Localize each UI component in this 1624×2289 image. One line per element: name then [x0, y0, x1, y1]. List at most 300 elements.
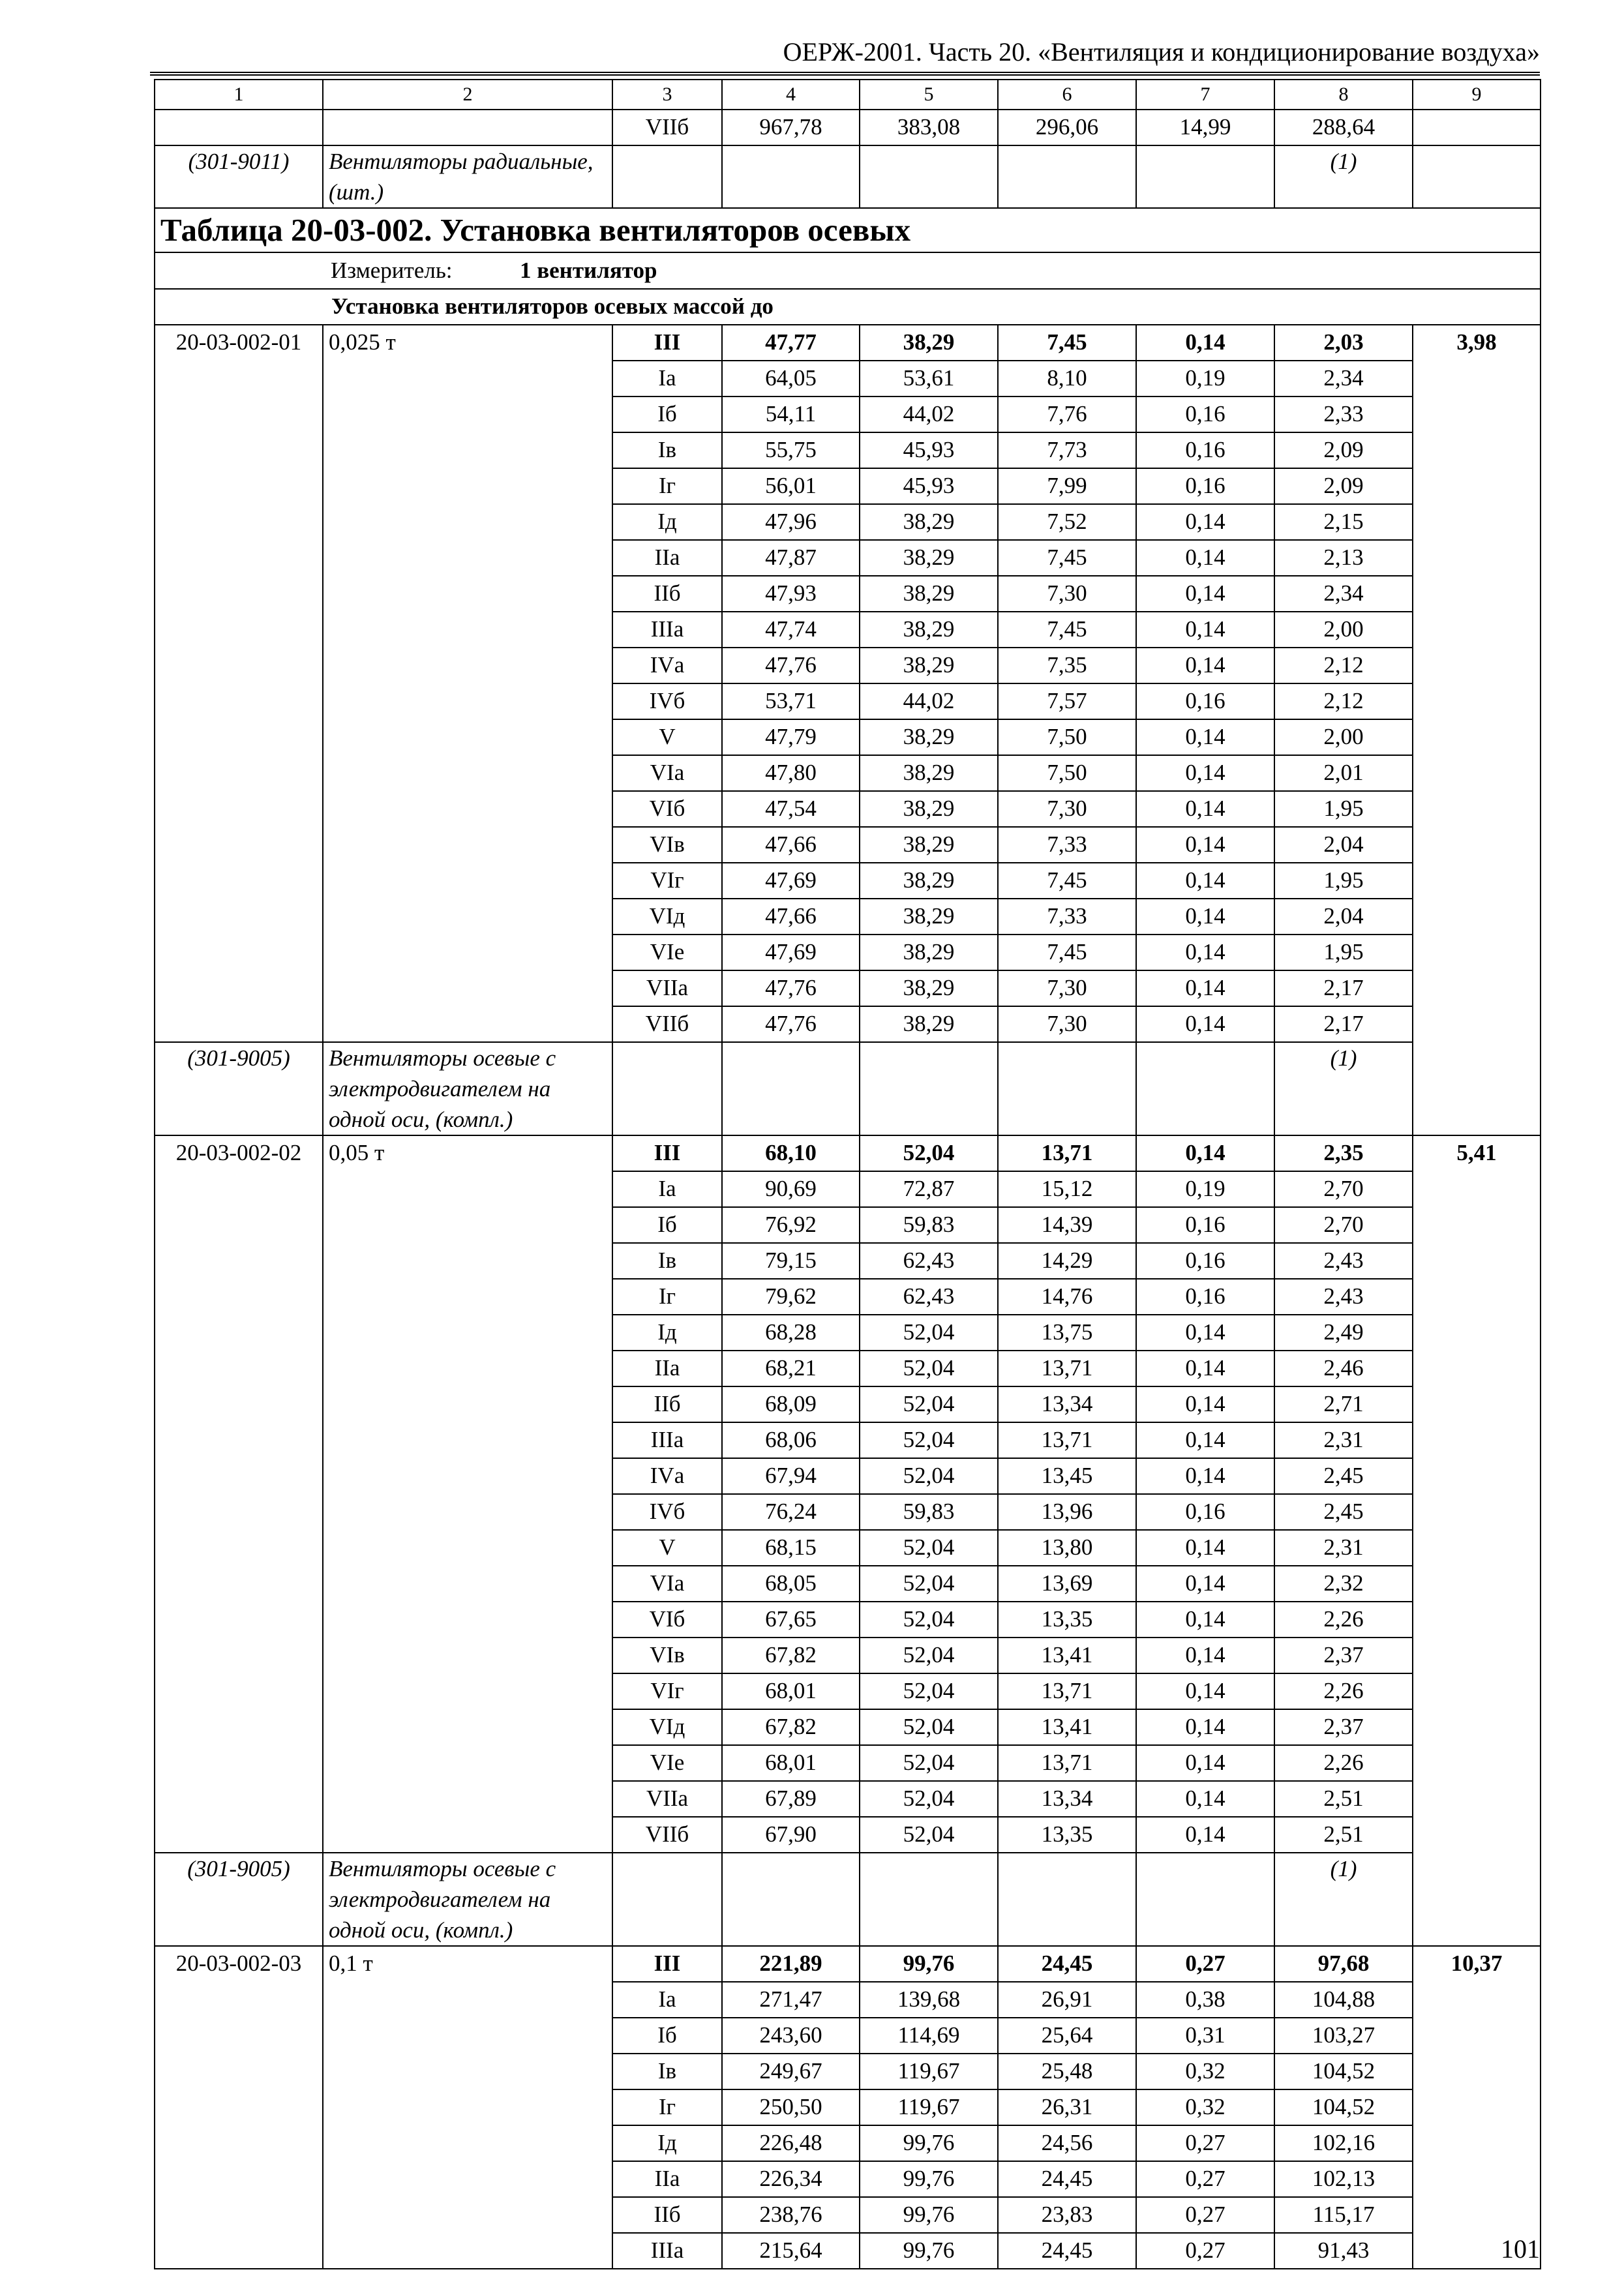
table-row [155, 1135, 1541, 1171]
value-v5: 38,29 [860, 648, 998, 683]
value-v4: 67,65 [722, 1602, 860, 1638]
value-v7: 0,14 [1136, 1315, 1274, 1351]
value-v7: 0,14 [1136, 1745, 1274, 1781]
value-v7: 0,14 [1136, 935, 1274, 970]
value-v4: 47,76 [722, 1006, 860, 1042]
value-v4: 243,60 [722, 2018, 860, 2054]
resource-code: (301-9005) [155, 1042, 323, 1135]
value-v4: 47,93 [722, 576, 860, 612]
zone-mark: III [612, 1946, 722, 1982]
value-v8: 2,12 [1274, 683, 1413, 719]
rate-code: 20-03-002-03 [155, 1946, 323, 2269]
empty-cell [1413, 110, 1541, 145]
value-v7: 0,16 [1136, 1207, 1274, 1243]
value-v5: 72,87 [860, 1171, 998, 1207]
zone-mark: V [612, 1530, 722, 1566]
empty-cell [860, 145, 998, 208]
value-v8: 2,33 [1274, 396, 1413, 432]
value-v8: 2,26 [1274, 1673, 1413, 1709]
value-v8: 2,26 [1274, 1745, 1413, 1781]
page-number: 101 [1501, 2234, 1540, 2264]
value-v7: 0,14 [1136, 1530, 1274, 1566]
value-v4: 54,11 [722, 396, 860, 432]
value-v8: 2,03 [1274, 325, 1413, 361]
empty-cell [998, 145, 1136, 208]
value-v8: 2,17 [1274, 1006, 1413, 1042]
value-v8: 2,37 [1274, 1709, 1413, 1745]
resource-qty: (1) [1274, 145, 1413, 208]
value-v7: 0,19 [1136, 1171, 1274, 1207]
value-v5: 38,29 [860, 504, 998, 540]
value-v4: 47,69 [722, 863, 860, 899]
value-v8: 2,26 [1274, 1602, 1413, 1638]
value-v5: 52,04 [860, 1135, 998, 1171]
value-v6: 13,80 [998, 1530, 1136, 1566]
value-v5: 52,04 [860, 1745, 998, 1781]
value-v7: 0,16 [1136, 396, 1274, 432]
value-v6: 24,45 [998, 1946, 1136, 1982]
value-v6: 13,34 [998, 1386, 1136, 1422]
value-v6: 7,45 [998, 935, 1136, 970]
value-v6: 13,75 [998, 1315, 1136, 1351]
value-v8: 2,31 [1274, 1422, 1413, 1458]
column-number: 4 [722, 80, 860, 110]
value-v4: 67,94 [722, 1458, 860, 1494]
value-v7: 0,16 [1136, 432, 1274, 468]
zone-mark: Iа [612, 1171, 722, 1207]
value-v8: 115,17 [1274, 2197, 1413, 2233]
zone-mark: VIIб [612, 1817, 722, 1853]
value-v4: 67,82 [722, 1638, 860, 1673]
value-v5: 52,04 [860, 1530, 998, 1566]
value-v6: 23,83 [998, 2197, 1136, 2233]
value-v8: 2,12 [1274, 648, 1413, 683]
value-v4: 47,54 [722, 791, 860, 827]
value-v7: 0,14 [1136, 576, 1274, 612]
value-v4: 47,96 [722, 504, 860, 540]
value-v6: 14,39 [998, 1207, 1136, 1243]
zone-mark: IIа [612, 1351, 722, 1386]
value-v5: 53,61 [860, 361, 998, 396]
empty-cell [722, 145, 860, 208]
value-v6: 7,30 [998, 970, 1136, 1006]
value-v8: 2,17 [1274, 970, 1413, 1006]
group-heading-row [155, 289, 1541, 325]
value-v8: 2,43 [1274, 1279, 1413, 1315]
zone-mark: IVб [612, 683, 722, 719]
value-v8: 1,95 [1274, 935, 1413, 970]
value-v4: 64,05 [722, 361, 860, 396]
zone-mark: IIа [612, 540, 722, 576]
value-v6: 7,45 [998, 540, 1136, 576]
value-v5: 119,67 [860, 2054, 998, 2089]
resource-name: Вентиляторы осевые с электродвигателем на одной оси, (компл.) [323, 1042, 612, 1135]
value-v8: 2,31 [1274, 1530, 1413, 1566]
measure-label: Измеритель: [331, 258, 453, 283]
value-v7: 0,14 [1136, 1566, 1274, 1602]
value-v6: 7,57 [998, 683, 1136, 719]
value-v4: 47,80 [722, 755, 860, 791]
zone-mark: VIе [612, 1745, 722, 1781]
value-v5: 38,29 [860, 755, 998, 791]
value-v5: 52,04 [860, 1602, 998, 1638]
value-v7: 0,16 [1136, 1279, 1274, 1315]
value-v4: 76,24 [722, 1494, 860, 1530]
value-v6: 296,06 [998, 110, 1136, 145]
value-v8: 2,00 [1274, 719, 1413, 755]
zone-mark: VIIб [612, 1006, 722, 1042]
value-v6: 24,45 [998, 2161, 1136, 2197]
empty-cell [998, 1042, 1136, 1135]
value-v4: 271,47 [722, 1982, 860, 2018]
value-v7: 0,14 [1136, 1781, 1274, 1817]
value-v8: 2,04 [1274, 827, 1413, 863]
value-v7: 0,27 [1136, 2161, 1274, 2197]
value-v4: 68,09 [722, 1386, 860, 1422]
value-v4: 47,76 [722, 970, 860, 1006]
value-v5: 99,76 [860, 1946, 998, 1982]
value-v7: 14,99 [1136, 110, 1274, 145]
value-v5: 52,04 [860, 1386, 998, 1422]
value-v4: 47,76 [722, 648, 860, 683]
empty-cell [998, 1853, 1136, 1946]
zone-mark: Iд [612, 504, 722, 540]
value-v7: 0,14 [1136, 970, 1274, 1006]
value-v4: 47,87 [722, 540, 860, 576]
value-v6: 24,56 [998, 2125, 1136, 2161]
value-v7: 0,14 [1136, 1602, 1274, 1638]
value-v4: 68,06 [722, 1422, 860, 1458]
group-heading: Установка вентиляторов осевых массой до [155, 289, 1541, 325]
value-v8: 2,09 [1274, 468, 1413, 504]
value-v7: 0,16 [1136, 1494, 1274, 1530]
zone-mark: VIг [612, 863, 722, 899]
value-v6: 24,45 [998, 2233, 1136, 2269]
zone-mark: IVб [612, 1494, 722, 1530]
value-v7: 0,14 [1136, 791, 1274, 827]
value-v7: 0,27 [1136, 2125, 1274, 2161]
zone-mark: VIг [612, 1673, 722, 1709]
zone-mark: VIб [612, 791, 722, 827]
value-v7: 0,14 [1136, 1458, 1274, 1494]
value-v5: 52,04 [860, 1458, 998, 1494]
value-v4: 67,89 [722, 1781, 860, 1817]
rate-value-col9: 5,41 [1413, 1135, 1541, 1946]
zone-mark: VIб [612, 1602, 722, 1638]
value-v5: 38,29 [860, 1006, 998, 1042]
value-v5: 383,08 [860, 110, 998, 145]
table-body [155, 80, 1541, 2269]
empty-cell [1136, 1853, 1274, 1946]
zone-mark: IIIа [612, 2233, 722, 2269]
value-v5: 62,43 [860, 1243, 998, 1279]
value-v7: 0,14 [1136, 1135, 1274, 1171]
value-v4: 76,92 [722, 1207, 860, 1243]
column-number: 9 [1413, 80, 1541, 110]
zone-mark: VIIа [612, 970, 722, 1006]
resource-code: (301-9005) [155, 1853, 323, 1946]
value-v8: 104,88 [1274, 1982, 1413, 2018]
measure-value: 1 вентилятор [520, 258, 657, 283]
value-v7: 0,16 [1136, 468, 1274, 504]
resource-row [155, 1042, 1541, 1135]
zone-mark: VIе [612, 935, 722, 970]
column-number: 2 [323, 80, 612, 110]
value-v8: 2,15 [1274, 504, 1413, 540]
table-title-row [155, 208, 1541, 252]
value-v5: 99,76 [860, 2233, 998, 2269]
value-v4: 226,48 [722, 2125, 860, 2161]
value-v6: 7,99 [998, 468, 1136, 504]
rate-value-col9: 3,98 [1413, 325, 1541, 1135]
rate-parameter: 0,025 т [323, 325, 612, 1042]
resource-qty: (1) [1274, 1853, 1413, 1946]
value-v8: 2,49 [1274, 1315, 1413, 1351]
zone-mark: IVа [612, 1458, 722, 1494]
value-v6: 7,45 [998, 325, 1136, 361]
value-v4: 47,74 [722, 612, 860, 648]
column-number-row [155, 80, 1541, 110]
value-v8: 2,34 [1274, 576, 1413, 612]
zone-mark: Iг [612, 2089, 722, 2125]
empty-cell [860, 1042, 998, 1135]
value-v4: 250,50 [722, 2089, 860, 2125]
value-v8: 102,13 [1274, 2161, 1413, 2197]
rate-code: 20-03-002-01 [155, 325, 323, 1042]
value-v4: 53,71 [722, 683, 860, 719]
value-v7: 0,14 [1136, 863, 1274, 899]
value-v5: 44,02 [860, 683, 998, 719]
value-v6: 7,52 [998, 504, 1136, 540]
resource-name: Вентиляторы осевые с электродвигателем на одной оси, (компл.) [323, 1853, 612, 1946]
resource-qty: (1) [1274, 1042, 1413, 1135]
value-v7: 0,27 [1136, 2233, 1274, 2269]
zone-mark: VIа [612, 1566, 722, 1602]
zone-mark: VIв [612, 827, 722, 863]
empty-cell [1413, 145, 1541, 208]
zone-mark: Iв [612, 1243, 722, 1279]
zone-mark: Iб [612, 1207, 722, 1243]
zone-mark: III [612, 1135, 722, 1171]
column-number: 6 [998, 80, 1136, 110]
measure-cell [155, 252, 1541, 289]
table-row [155, 110, 1541, 145]
value-v5: 52,04 [860, 1422, 998, 1458]
zone-mark: V [612, 719, 722, 755]
value-v4: 56,01 [722, 468, 860, 504]
value-v8: 102,16 [1274, 2125, 1413, 2161]
value-v8: 2,46 [1274, 1351, 1413, 1386]
value-v8: 2,70 [1274, 1171, 1413, 1207]
value-v8: 2,13 [1274, 540, 1413, 576]
value-v5: 38,29 [860, 970, 998, 1006]
value-v5: 38,29 [860, 325, 998, 361]
value-v6: 25,48 [998, 2054, 1136, 2089]
empty-cell [1136, 145, 1274, 208]
zone-mark: Iб [612, 2018, 722, 2054]
value-v6: 13,69 [998, 1566, 1136, 1602]
value-v7: 0,32 [1136, 2089, 1274, 2125]
rates-table [154, 79, 1541, 2269]
column-number: 3 [612, 80, 722, 110]
value-v6: 7,33 [998, 899, 1136, 935]
value-v5: 52,04 [860, 1781, 998, 1817]
zone-mark: VIд [612, 1709, 722, 1745]
value-v5: 59,83 [860, 1207, 998, 1243]
value-v6: 15,12 [998, 1171, 1136, 1207]
value-v5: 99,76 [860, 2161, 998, 2197]
header-rule [150, 72, 1540, 76]
zone-mark: VIIа [612, 1781, 722, 1817]
zone-mark: IIб [612, 1386, 722, 1422]
zone-mark: Iа [612, 1982, 722, 2018]
column-number: 7 [1136, 80, 1274, 110]
value-v8: 2,71 [1274, 1386, 1413, 1422]
value-v4: 226,34 [722, 2161, 860, 2197]
empty-cell [612, 1042, 722, 1135]
value-v6: 13,41 [998, 1638, 1136, 1673]
value-v6: 13,34 [998, 1781, 1136, 1817]
value-v5: 45,93 [860, 432, 998, 468]
value-v8: 2,32 [1274, 1566, 1413, 1602]
value-v8: 1,95 [1274, 791, 1413, 827]
value-v4: 47,69 [722, 935, 860, 970]
value-v6: 7,33 [998, 827, 1136, 863]
table-row [155, 325, 1541, 361]
column-number: 5 [860, 80, 998, 110]
value-v7: 0,14 [1136, 1386, 1274, 1422]
value-v5: 52,04 [860, 1638, 998, 1673]
value-v6: 7,35 [998, 648, 1136, 683]
value-v5: 52,04 [860, 1351, 998, 1386]
resource-row [155, 1853, 1541, 1946]
value-v4: 55,75 [722, 432, 860, 468]
value-v5: 52,04 [860, 1315, 998, 1351]
empty-cell [612, 145, 722, 208]
empty-cell [1136, 1042, 1274, 1135]
value-v4: 47,79 [722, 719, 860, 755]
value-v6: 13,71 [998, 1422, 1136, 1458]
value-v7: 0,14 [1136, 1422, 1274, 1458]
value-v6: 13,71 [998, 1745, 1136, 1781]
value-v4: 90,69 [722, 1171, 860, 1207]
value-v8: 2,04 [1274, 899, 1413, 935]
value-v7: 0,14 [1136, 1006, 1274, 1042]
value-v7: 0,27 [1136, 1946, 1274, 1982]
value-v4: 68,28 [722, 1315, 860, 1351]
value-v7: 0,14 [1136, 648, 1274, 683]
value-v6: 13,35 [998, 1602, 1136, 1638]
zone-mark: Iв [612, 2054, 722, 2089]
value-v6: 13,71 [998, 1135, 1136, 1171]
zone-mark: VIв [612, 1638, 722, 1673]
value-v8: 2,00 [1274, 612, 1413, 648]
value-v5: 38,29 [860, 791, 998, 827]
zone-mark: VIа [612, 755, 722, 791]
value-v8: 288,64 [1274, 110, 1413, 145]
value-v4: 68,21 [722, 1351, 860, 1386]
value-v7: 0,32 [1136, 2054, 1274, 2089]
value-v6: 13,96 [998, 1494, 1136, 1530]
value-v4: 67,90 [722, 1817, 860, 1853]
value-v4: 249,67 [722, 2054, 860, 2089]
value-v5: 52,04 [860, 1673, 998, 1709]
value-v8: 2,35 [1274, 1135, 1413, 1171]
value-v5: 38,29 [860, 935, 998, 970]
value-v6: 7,30 [998, 791, 1136, 827]
value-v7: 0,14 [1136, 719, 1274, 755]
value-v6: 8,10 [998, 361, 1136, 396]
value-v4: 68,05 [722, 1566, 860, 1602]
value-v8: 2,45 [1274, 1494, 1413, 1530]
value-v7: 0,19 [1136, 361, 1274, 396]
empty-cell [155, 110, 323, 145]
value-v5: 59,83 [860, 1494, 998, 1530]
zone-mark: Iг [612, 1279, 722, 1315]
zone-mark: Iд [612, 1315, 722, 1351]
value-v4: 238,76 [722, 2197, 860, 2233]
value-v8: 2,09 [1274, 432, 1413, 468]
resource-name: Вентиляторы радиальные, (шт.) [323, 145, 612, 208]
value-v5: 62,43 [860, 1279, 998, 1315]
zone-mark: VIд [612, 899, 722, 935]
value-v7: 0,16 [1136, 1243, 1274, 1279]
value-v4: 68,10 [722, 1135, 860, 1171]
zone-mark: IIIа [612, 1422, 722, 1458]
value-v6: 26,31 [998, 2089, 1136, 2125]
value-v6: 25,64 [998, 2018, 1136, 2054]
value-v8: 103,27 [1274, 2018, 1413, 2054]
value-v8: 2,45 [1274, 1458, 1413, 1494]
value-v6: 7,50 [998, 719, 1136, 755]
value-v6: 7,30 [998, 576, 1136, 612]
value-v8: 104,52 [1274, 2089, 1413, 2125]
value-v7: 0,14 [1136, 612, 1274, 648]
value-v6: 7,76 [998, 396, 1136, 432]
zone-mark: III [612, 325, 722, 361]
value-v8: 2,51 [1274, 1817, 1413, 1853]
value-v5: 44,02 [860, 396, 998, 432]
rate-code: 20-03-002-02 [155, 1135, 323, 1853]
value-v6: 13,41 [998, 1709, 1136, 1745]
zone-mark: IVа [612, 648, 722, 683]
empty-cell [323, 110, 612, 145]
empty-cell [722, 1042, 860, 1135]
value-v7: 0,16 [1136, 683, 1274, 719]
zone-mark: VIIб [612, 110, 722, 145]
rate-parameter: 0,1 т [323, 1946, 612, 2269]
value-v5: 99,76 [860, 2197, 998, 2233]
value-v7: 0,14 [1136, 899, 1274, 935]
column-number: 1 [155, 80, 323, 110]
zone-mark: Iв [612, 432, 722, 468]
value-v8: 2,37 [1274, 1638, 1413, 1673]
value-v6: 13,35 [998, 1817, 1136, 1853]
value-v4: 79,62 [722, 1279, 860, 1315]
value-v7: 0,14 [1136, 755, 1274, 791]
zone-mark: Iа [612, 361, 722, 396]
value-v5: 38,29 [860, 827, 998, 863]
value-v7: 0,14 [1136, 1817, 1274, 1853]
value-v5: 38,29 [860, 719, 998, 755]
empty-cell [612, 1853, 722, 1946]
value-v5: 119,67 [860, 2089, 998, 2125]
value-v6: 13,45 [998, 1458, 1136, 1494]
value-v6: 7,50 [998, 755, 1136, 791]
value-v8: 2,01 [1274, 755, 1413, 791]
measure-row [155, 252, 1541, 289]
value-v7: 0,14 [1136, 827, 1274, 863]
